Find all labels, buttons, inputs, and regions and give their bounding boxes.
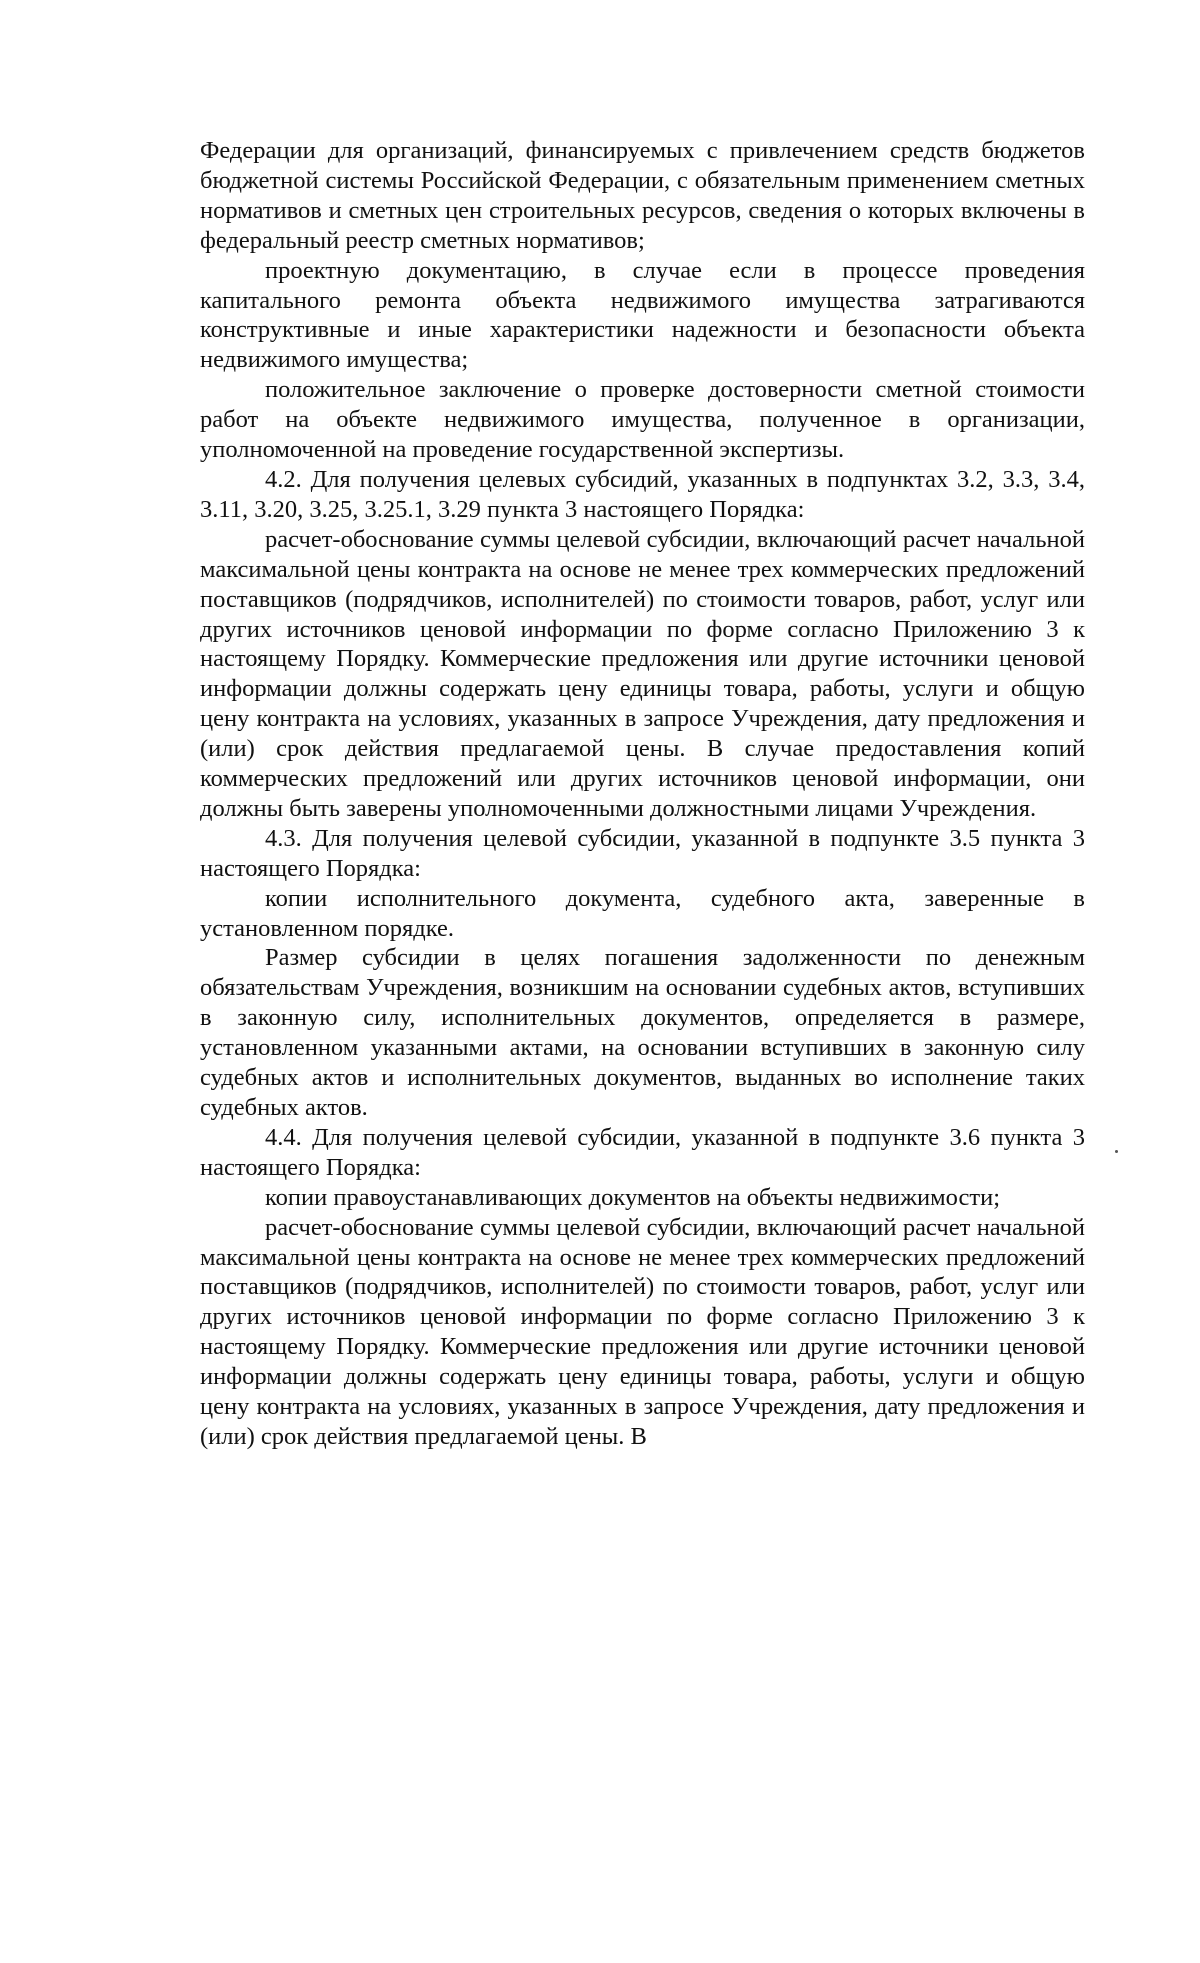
paragraph-calculation-justification-2: расчет-обоснование суммы целевой субсидии, включающий расчет начальной максимальной цены контракта на основе не менее трех коммерческих предложений поставщиков (подрядчиков, исполнителей) по стоимости товаров, работ, услуг или других источников ценовой информации по форме согласно Приложению 3 к настоящему Порядку. Коммерческие предложения или другие источники ценовой информации должны содержать цену единицы товара, работы, услуги и общую цену контракта на условиях, указанных в запросе Учреждения, дату предложения и (или) срок действия предлагаемой цены. В: [200, 1213, 1085, 1450]
paragraph-title-documents: копии правоустанавливающих документов на объекты недвижимости;: [265, 1183, 1001, 1211]
paragraph-copies-executive-document: копии исполнительного документа, судебного акта, заверенные в установленном порядке.: [200, 884, 1085, 942]
paragraph-section-4-4: 4.4. Для получения целевой субсидии, указанной в подпункте 3.6 пункта 3 настоящего Порядка:: [200, 1123, 1085, 1181]
paragraph-calculation-justification: расчет-обоснование суммы целевой субсидии, включающий расчет начальной максимальной цены контракта на основе не менее трех коммерческих предложений поставщиков (подрядчиков, исполнителей) по стоимости товаров, работ, услуг или других источников ценовой информации по форме согласно Приложению 3 к настоящему Порядку. Коммерческие предложения или другие источники ценовой информации должны содержать цену единицы товара, работы, услуги и общую цену контракта на условиях, указанных в запросе Учреждения, дату предложения и (или) срок действия предлагаемой цены. В случае предоставления копий коммерческих предложений или других источников ценовой информации, они должны быть заверены уполномоченными должностными лицами Учреждения.: [200, 525, 1085, 822]
paragraph-design-documentation: проектную документацию, в случае если в процессе проведения капитального ремонта объекта недвижимого имущества затрагиваются конструктивные и иные характеристики надежности и безопасности объекта недвижимого имущества;: [200, 256, 1085, 374]
paragraph-subsidy-amount: Размер субсидии в целях погашения задолженности по денежным обязательствам Учреждения, возникшим на основании судебных актов, вступивших в законную силу, исполнительных документов, определяется в размере, установленном указанными актами, на основании вступивших в законную силу судебных актов и исполнительных документов, выданных во исполнение таких судебных актов.: [200, 944, 1085, 1121]
paragraph-section-4-3: 4.3. Для получения целевой субсидии, указанной в подпункте 3.5 пункта 3 настоящего Порядка:: [200, 824, 1085, 882]
paragraph-section-4-2: 4.2. Для получения целевых субсидий, указанных в подпунктах 3.2, 3.3, 3.4, 3.11, 3.20, 3.25, 3.25.1, 3.29 пункта 3 настоящего Порядка:: [200, 465, 1085, 523]
paragraph-positive-conclusion: положительное заключение о проверке достоверности сметной стоимости работ на объекте недвижимого имущества, полученное в организации, уполномоченной на проведение государственной экспертизы.: [200, 376, 1085, 464]
document-body: [200, 136, 1085, 1452]
scan-speck: [1115, 1150, 1118, 1153]
paragraph-continuation: Федерации для организаций, финансируемых с привлечением средств бюджетов бюджетной системы Российской Федерации, с обязательным применением сметных нормативов и сметных цен строительных ресурсов, сведения о которых включены в федеральный реестр сметных нормативов;: [200, 137, 1085, 254]
